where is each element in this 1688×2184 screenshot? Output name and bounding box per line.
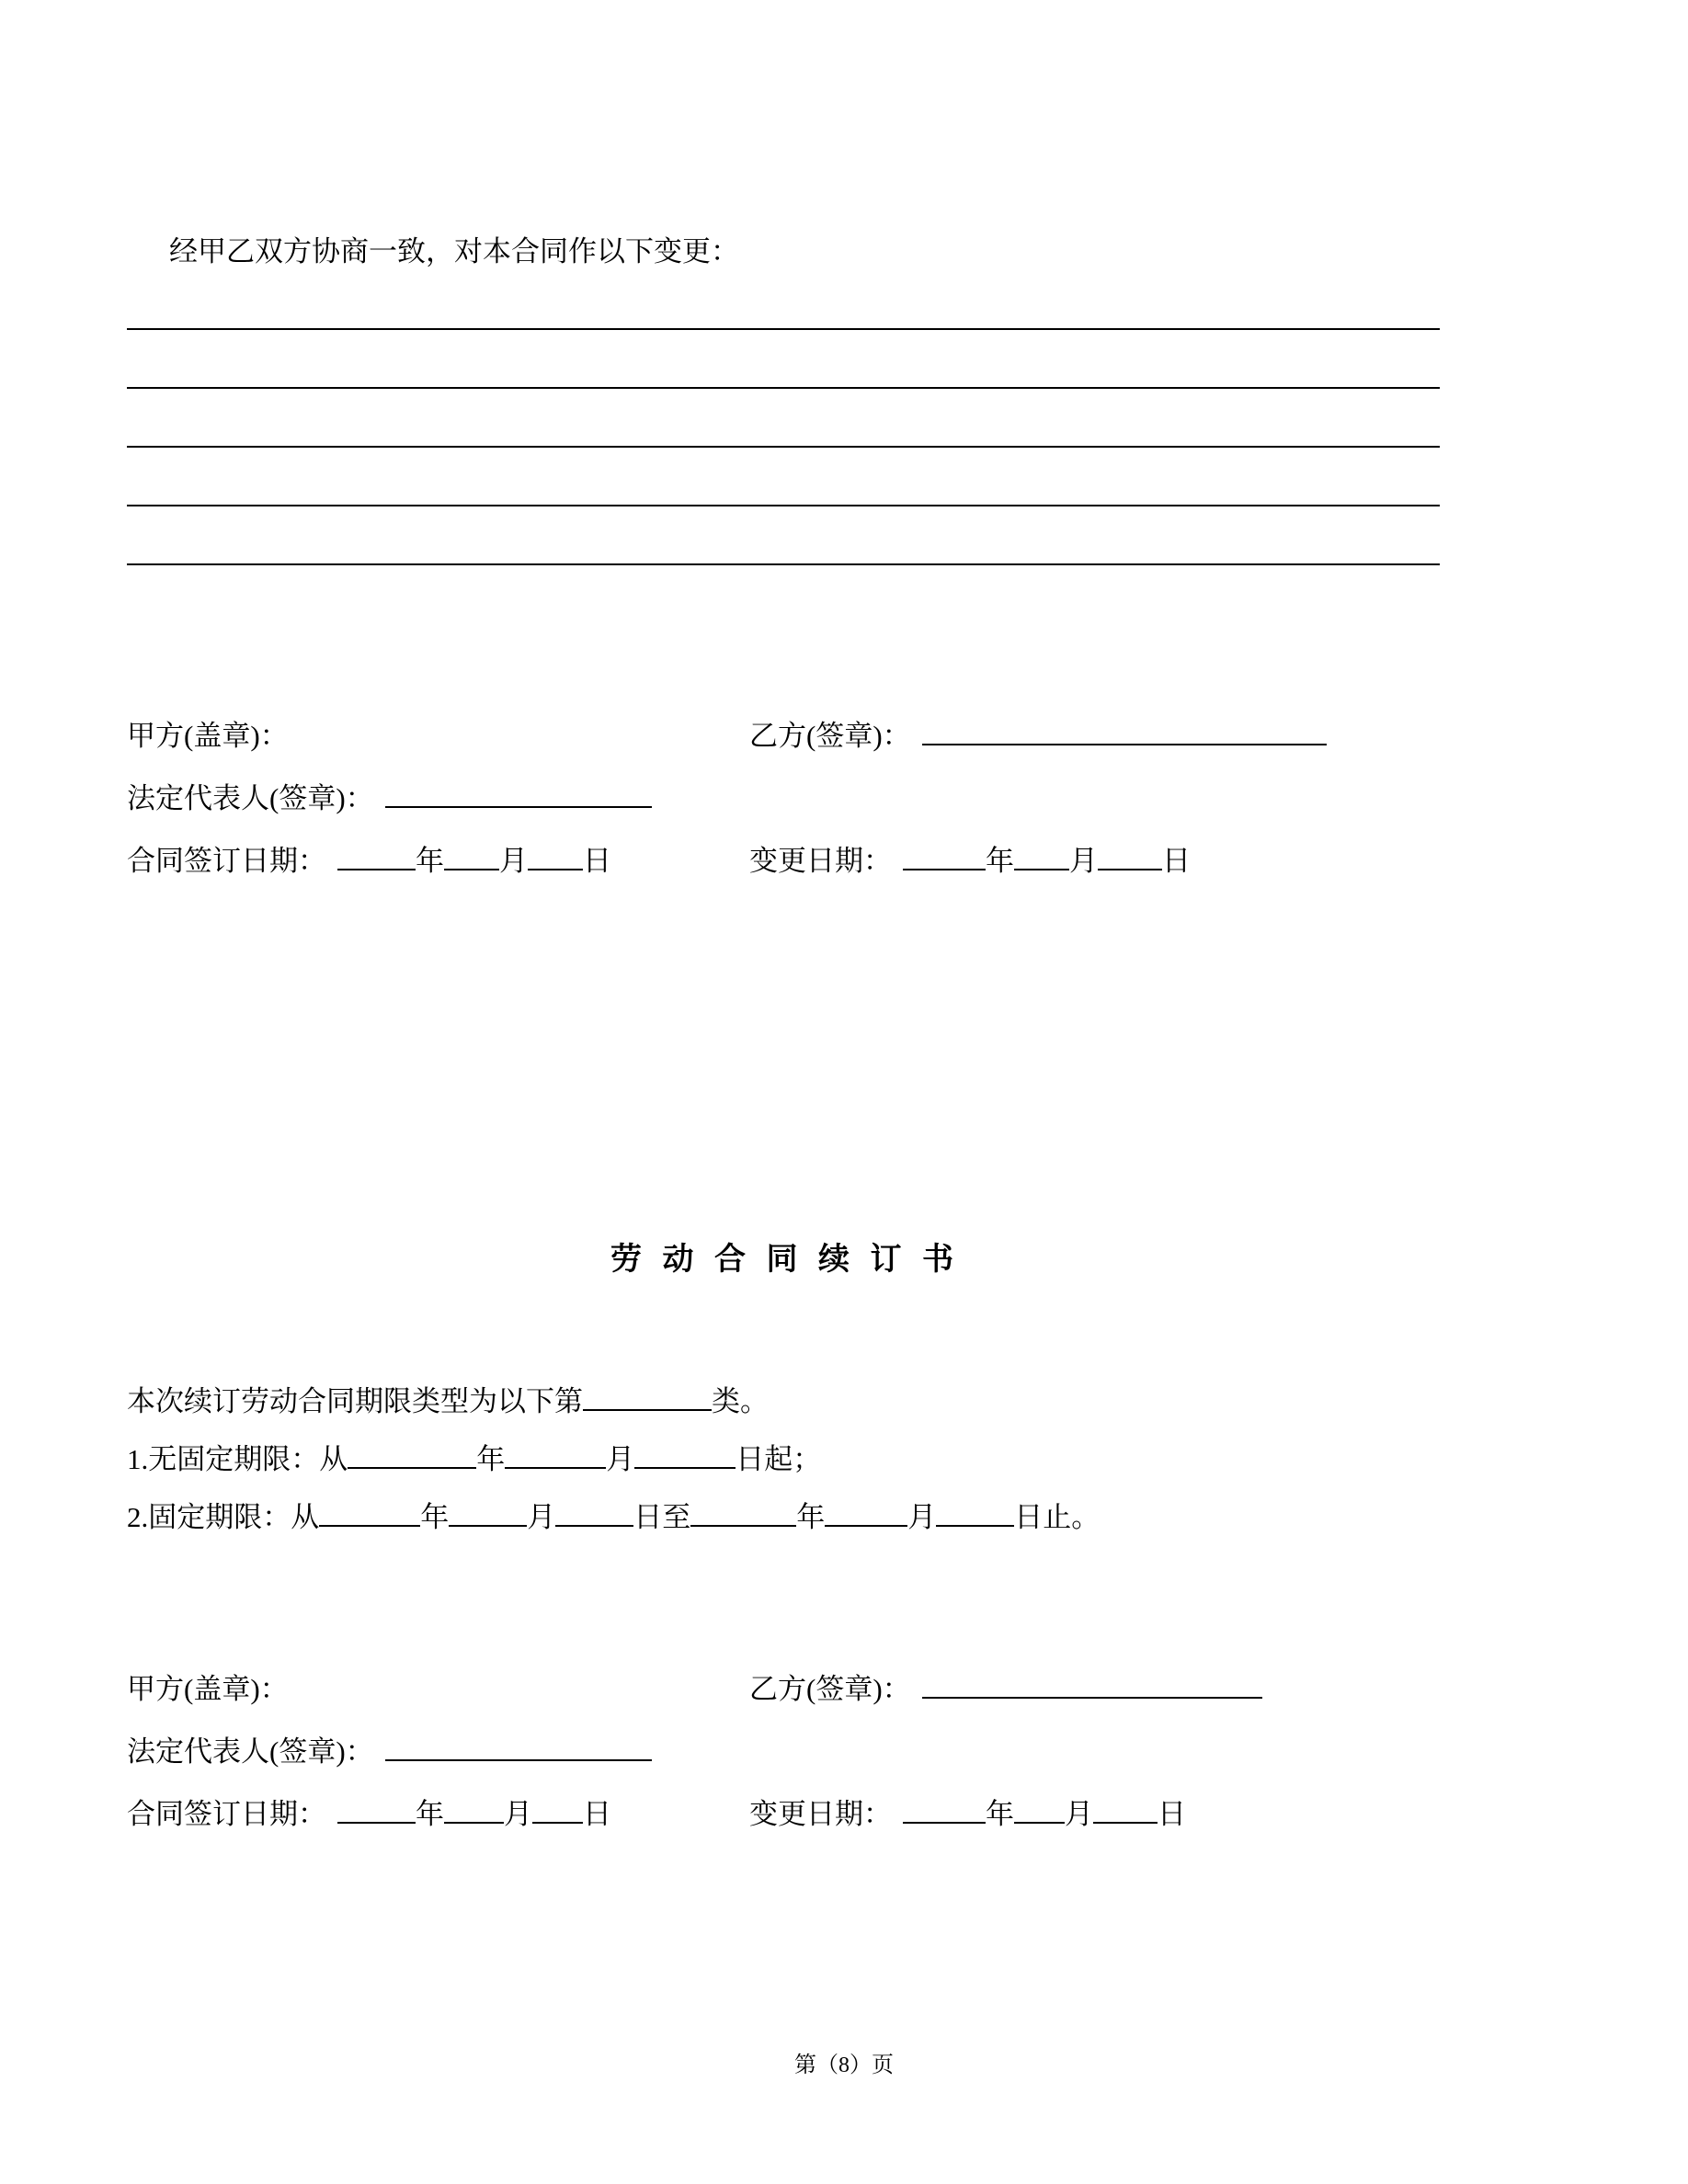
fixed-term-end-month-blank[interactable] — [825, 1521, 907, 1527]
term-type-blank[interactable] — [583, 1405, 712, 1411]
fixed-term-prefix: 2.固定期限：从 — [127, 1500, 320, 1533]
fixed-term-option-line — [127, 1488, 1440, 1546]
month-label: 月 — [499, 845, 528, 878]
open-term-suffix: 日起； — [736, 1442, 822, 1475]
change-date-year-blank[interactable] — [903, 865, 986, 870]
blank-writing-line[interactable] — [127, 448, 1440, 506]
open-term-day-blank[interactable] — [634, 1463, 736, 1469]
fixed-term-end-day-blank[interactable] — [936, 1521, 1014, 1527]
signature-row-parties — [127, 1658, 1440, 1721]
amendment-signature-block — [127, 705, 1440, 893]
year-label: 年 — [416, 845, 444, 878]
year-label: 年 — [796, 1500, 826, 1533]
sign-date-label: 合同签订日期： — [127, 1797, 326, 1830]
page-number: 第（8）页 — [794, 2053, 894, 2077]
year-label: 年 — [986, 1797, 1014, 1830]
open-term-year-blank[interactable] — [348, 1463, 476, 1469]
month-label: 月 — [1069, 845, 1098, 878]
month-label: 月 — [907, 1500, 937, 1533]
signature-row-legal-rep — [127, 768, 1440, 830]
blank-writing-line[interactable] — [127, 330, 1440, 389]
change-date-day-blank[interactable] — [1098, 865, 1162, 870]
day-label: 日 — [583, 1797, 611, 1830]
year-label: 年 — [420, 1500, 450, 1533]
signature-row-legal-rep — [127, 1721, 1440, 1783]
fixed-term-end-year-blank[interactable] — [690, 1521, 796, 1527]
blank-writing-line[interactable] — [127, 271, 1440, 330]
term-type-line — [127, 1372, 1440, 1430]
month-label: 月 — [527, 1500, 556, 1533]
term-type-prefix: 本次续订劳动合同期限类型为以下第 — [127, 1384, 583, 1417]
open-term-option-line — [127, 1430, 1440, 1488]
legal-rep-sign-label: 法定代表人(签章)： — [127, 1735, 374, 1768]
change-date-label: 变更日期： — [749, 845, 892, 878]
sign-date-year-blank[interactable] — [337, 865, 416, 870]
party-a-seal-label: 甲方(盖章)： — [127, 1672, 289, 1705]
year-label: 年 — [476, 1442, 506, 1475]
signature-row-parties — [127, 705, 1440, 768]
change-date-month-blank[interactable] — [1014, 865, 1069, 870]
month-label: 月 — [1065, 1797, 1093, 1830]
legal-rep-signature-blank[interactable] — [385, 1756, 652, 1761]
sign-date-label: 合同签订日期： — [127, 845, 326, 878]
amendment-intro-text: 经甲乙双方协商一致，对本合同作以下变更： — [169, 235, 739, 267]
fixed-term-to-label: 日至 — [633, 1500, 691, 1533]
sign-date-day-blank[interactable] — [532, 1818, 583, 1824]
fixed-term-start-month-blank[interactable] — [449, 1521, 527, 1527]
renewal-signature-block — [127, 1658, 1440, 1846]
change-date-day-blank[interactable] — [1093, 1818, 1158, 1824]
signature-row-dates — [127, 1783, 1440, 1846]
fixed-term-suffix: 日止。 — [1014, 1500, 1101, 1533]
month-label: 月 — [606, 1442, 635, 1475]
legal-rep-signature-blank[interactable] — [385, 802, 652, 808]
year-label: 年 — [416, 1797, 444, 1830]
change-date-year-blank[interactable] — [903, 1818, 986, 1824]
sign-date-month-blank[interactable] — [444, 865, 499, 870]
renewal-title: 劳 动 合 同 续 订 书 — [610, 1243, 956, 1278]
blank-writing-line[interactable] — [127, 389, 1440, 448]
party-a-seal-label: 甲方(盖章)： — [127, 720, 289, 753]
party-b-signature-blank[interactable] — [922, 1693, 1262, 1699]
party-b-sign-label: 乙方(签章)： — [749, 720, 911, 753]
amendment-blank-lines — [127, 271, 1440, 565]
party-b-signature-blank[interactable] — [922, 740, 1327, 745]
year-label: 年 — [986, 845, 1014, 878]
blank-writing-line[interactable] — [127, 506, 1440, 565]
month-label: 月 — [504, 1797, 532, 1830]
day-label: 日 — [1162, 845, 1191, 878]
party-b-sign-label: 乙方(签章)： — [749, 1672, 911, 1705]
sign-date-month-blank[interactable] — [444, 1818, 504, 1824]
sign-date-day-blank[interactable] — [528, 865, 583, 870]
open-term-prefix: 1.无固定期限：从 — [127, 1442, 348, 1475]
renewal-section — [127, 1372, 1440, 1546]
legal-rep-sign-label: 法定代表人(签章)： — [127, 782, 374, 815]
day-label: 日 — [583, 845, 611, 878]
open-term-month-blank[interactable] — [505, 1463, 606, 1469]
change-date-month-blank[interactable] — [1014, 1818, 1065, 1824]
sign-date-year-blank[interactable] — [337, 1818, 416, 1824]
term-type-suffix: 类。 — [712, 1384, 769, 1417]
signature-row-dates — [127, 830, 1440, 893]
fixed-term-start-year-blank[interactable] — [319, 1521, 420, 1527]
change-date-label: 变更日期： — [749, 1797, 892, 1830]
fixed-term-start-day-blank[interactable] — [555, 1521, 633, 1527]
day-label: 日 — [1158, 1797, 1186, 1830]
